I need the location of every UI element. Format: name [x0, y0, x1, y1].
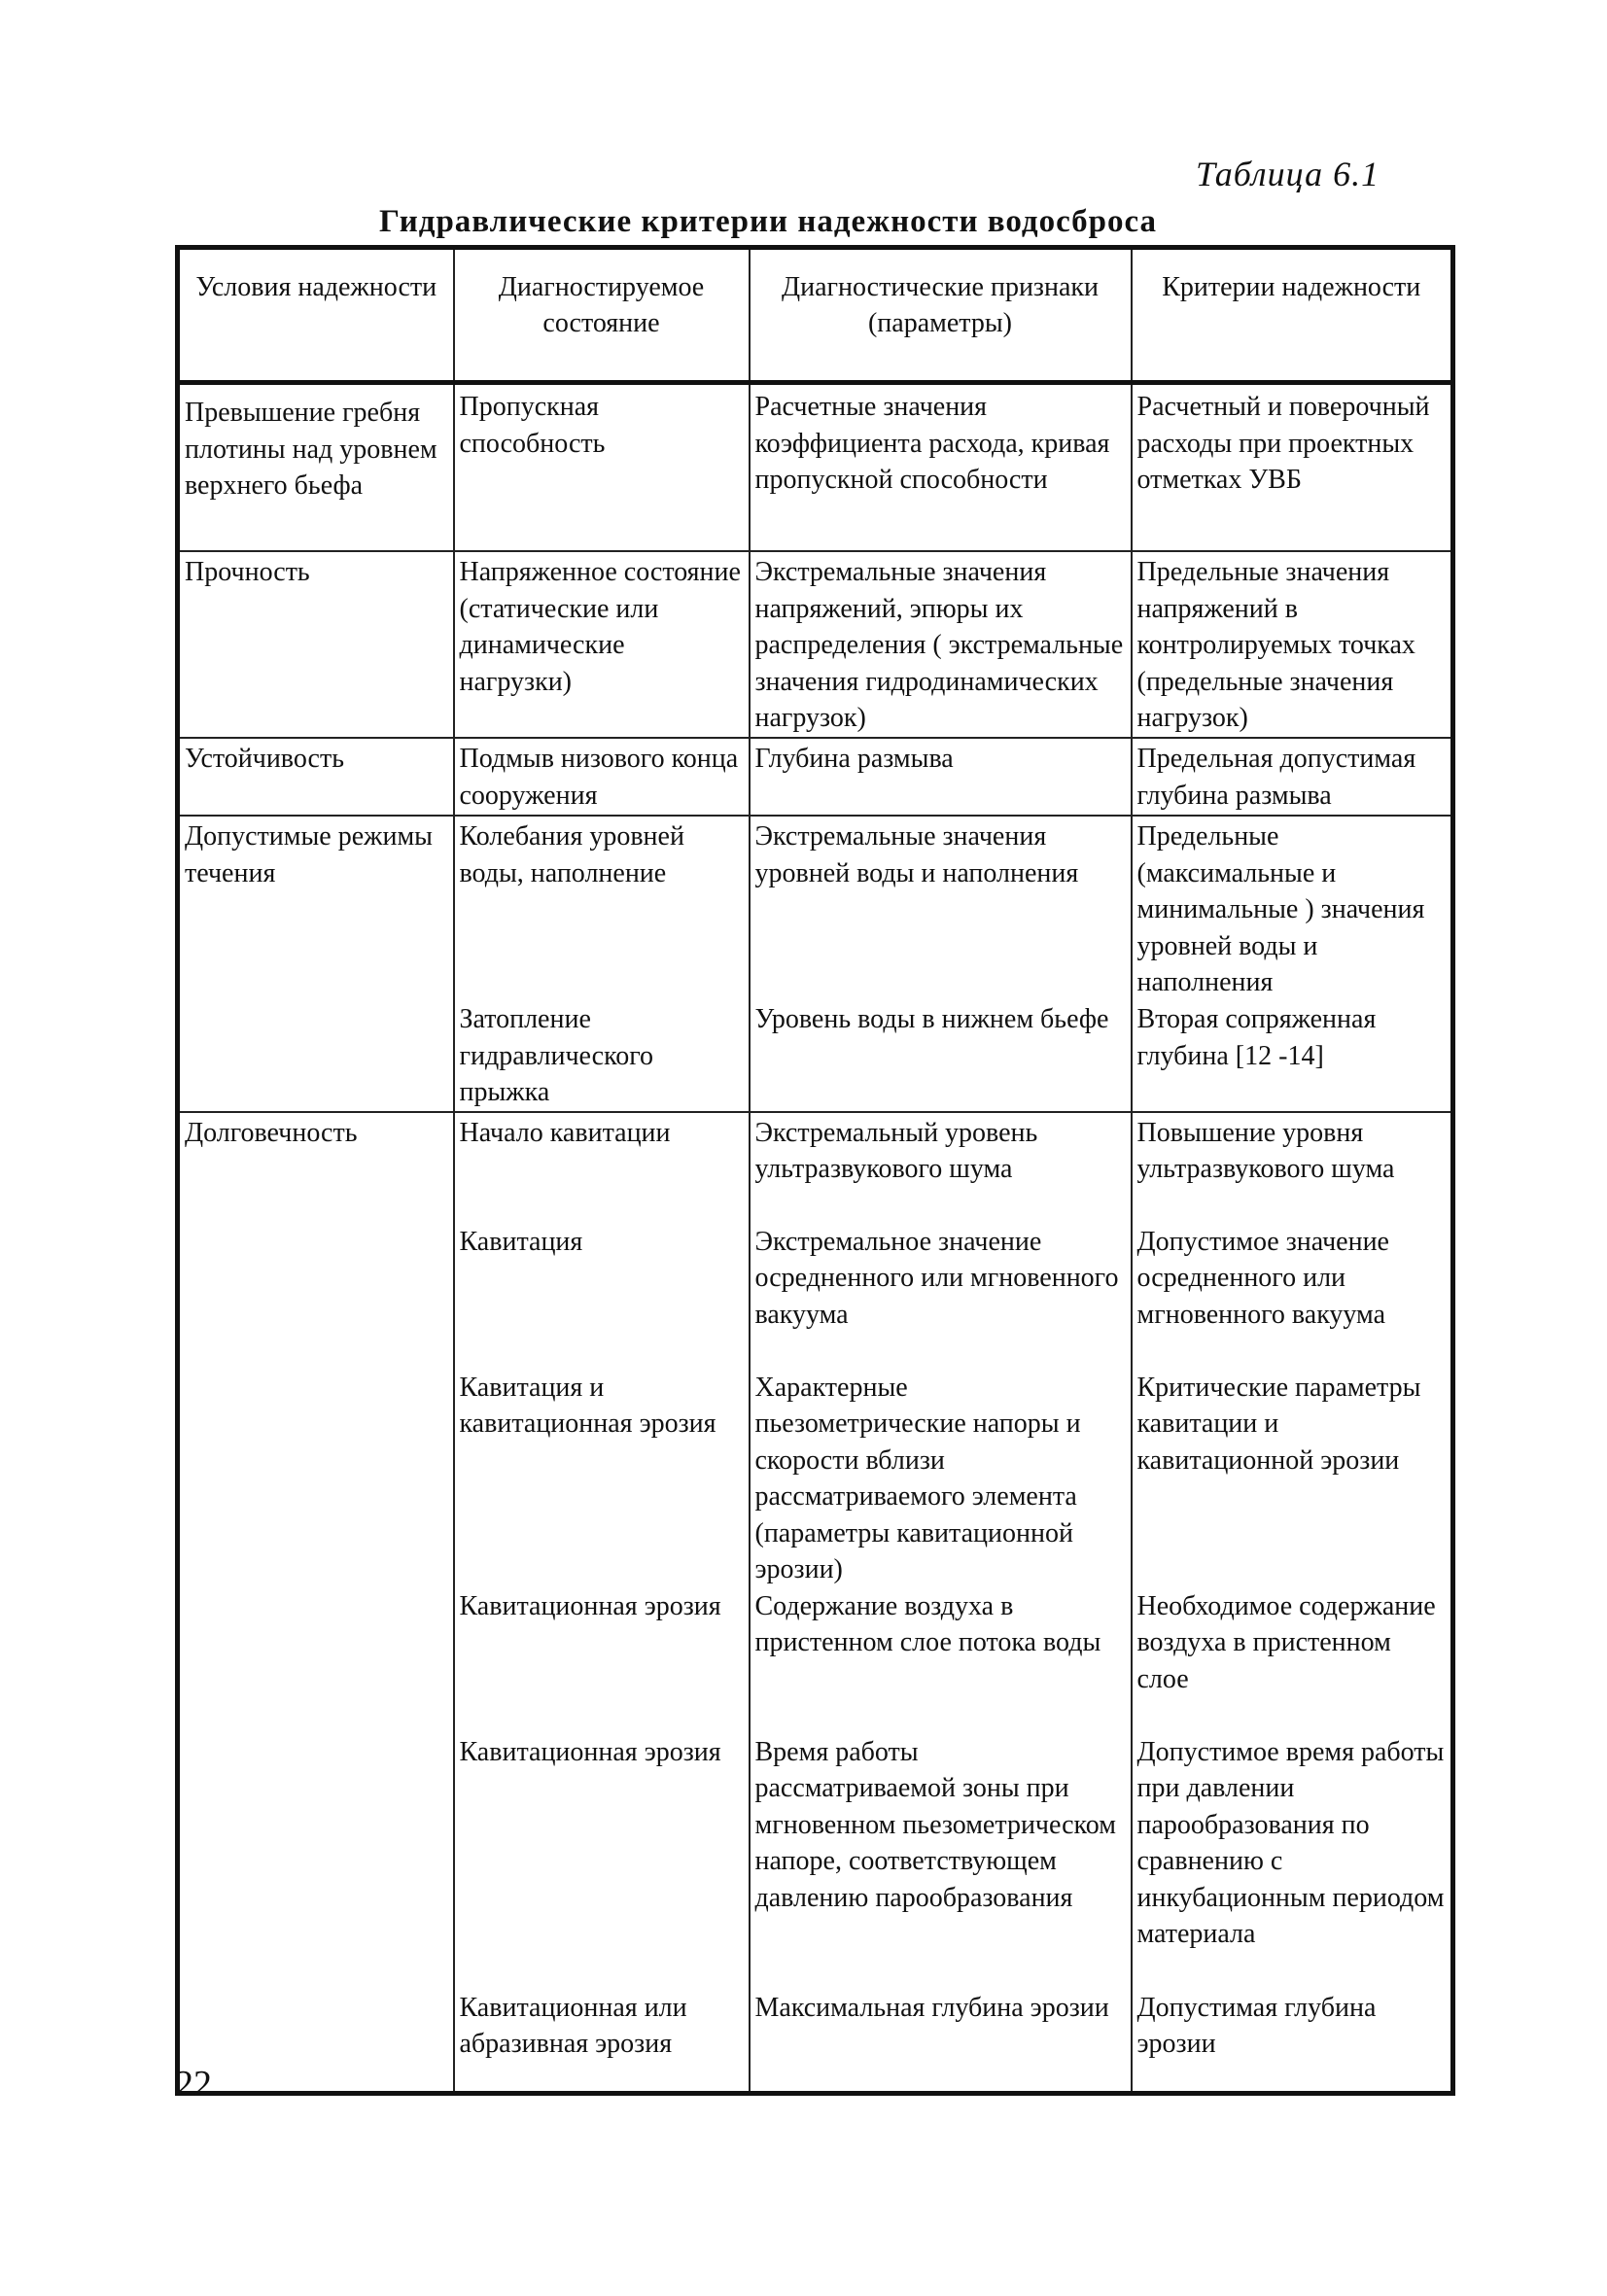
indicator-cell: Содержание воздуха в пристенном слое потока воды [754, 1590, 1101, 1657]
indicator-cell: Характерные пьезометрические напоры и скорости вблизи рассматриваемого элемента (параметры кавитационной эрозии) [754, 1372, 1081, 1584]
state-cell: Затопление гидравлического прыжка [459, 1004, 654, 1107]
indicator-cell: Экстремальный уровень ультразвукового шума [754, 1117, 1038, 1184]
criterion-cell: Допустимое значение осредненного или мгновенного вакуума [1136, 1226, 1389, 1330]
table-number: Таблица 6.1 [1196, 155, 1380, 193]
criterion-cell: Критические параметры кавитации и кавитационной эрозии [1136, 1372, 1421, 1476]
table-row [178, 1112, 1453, 2094]
indicator-cell: Максимальная глубина эрозии [754, 1992, 1109, 2023]
condition-cell: Прочность [178, 551, 454, 738]
header-criteria: Критерии надежности [1132, 248, 1453, 383]
indicator-cell: Расчетные значения коэффициента расхода, кривая пропускной способности [754, 392, 1110, 495]
indicator-cell: Уровень воды в нижнем бьефе [754, 1004, 1109, 1034]
criterion-cell: Предельные (максимальные и минимальные ) значения уровней воды и наполнения [1136, 821, 1425, 997]
state-cell: Колебания уровней воды, наполнение [459, 821, 684, 888]
table-row [178, 383, 1453, 552]
header-conditions: Условия надежности [178, 248, 454, 383]
criterion-cell: Необходимое содержание воздуха в пристенном слое [1136, 1590, 1436, 1694]
table-title: Гидравлические критерии надежности водосброса [379, 204, 1158, 239]
header-state: Диагностируемое состояние [454, 248, 750, 383]
criterion-cell: Допустимая глубина эрозии [1136, 1992, 1377, 2059]
reliability-criteria-table [175, 245, 1455, 2096]
header-indicators: Диагностические признаки (параметры) [750, 248, 1132, 383]
table-row [178, 816, 1453, 1112]
indicator-cell: Экстремальные значения напряжений, эпюры их распределения ( экстремальные значения гидродинамических нагрузок) [754, 557, 1124, 733]
state-cell: Кавитационная эрозия [459, 1590, 721, 1621]
state-cell: Напряженное состояние (статические или динамические нагрузки) [459, 557, 741, 697]
condition-cell: Долговечность [178, 1112, 454, 2094]
state-cell: Кавитация [459, 1226, 583, 1257]
indicator-cell: Экстремальные значения уровней воды и наполнения [754, 821, 1079, 888]
indicator-cell: Глубина размыва [754, 744, 954, 774]
criterion-cell: Расчетный и поверочный расходы при проектных отметках УВБ [1136, 392, 1430, 495]
criterion-cell: Вторая сопряженная глубина [12 -14] [1136, 1004, 1377, 1071]
state-cell: Кавитация и кавитационная эрозия [459, 1372, 716, 1439]
table-row [178, 551, 1453, 738]
page-number: 22 [175, 2064, 212, 2105]
condition-cell: Допустимые режимы течения [178, 816, 454, 1112]
criterion-cell: Повышение уровня ультразвукового шума [1136, 1117, 1395, 1184]
criterion-cell: Предельные значения напряжений в контролируемых точках (предельные значения нагрузок) [1136, 557, 1415, 733]
condition-cell: Устойчивость [178, 738, 454, 816]
state-cell: Пропускная способность [459, 392, 606, 459]
table-row [178, 738, 1453, 816]
state-cell: Кавитационная эрозия [459, 1736, 721, 1767]
state-cell: Кавитационная или абразивная эрозия [459, 1992, 687, 2059]
state-cell: Подмыв низового конца сооружения [459, 744, 739, 811]
condition-cell: Превышение гребня плотины над уровнем верхнего бьефа [178, 383, 454, 552]
criterion-cell: Предельная допустимая глубина размыва [1136, 744, 1416, 811]
indicator-cell: Экстремальное значение осредненного или мгновенного вакуума [754, 1226, 1119, 1330]
state-cell: Начало кавитации [459, 1117, 671, 1148]
criterion-cell: Допустимое время работы при давлении парообразования по сравнению с инкубационным периодом материала [1136, 1736, 1445, 1949]
table-header-row [178, 248, 1453, 383]
indicator-cell: Время работы рассматриваемой зоны при мгновенном пьезометрическом напоре, соответствующем давлению парообразования [754, 1736, 1116, 1913]
